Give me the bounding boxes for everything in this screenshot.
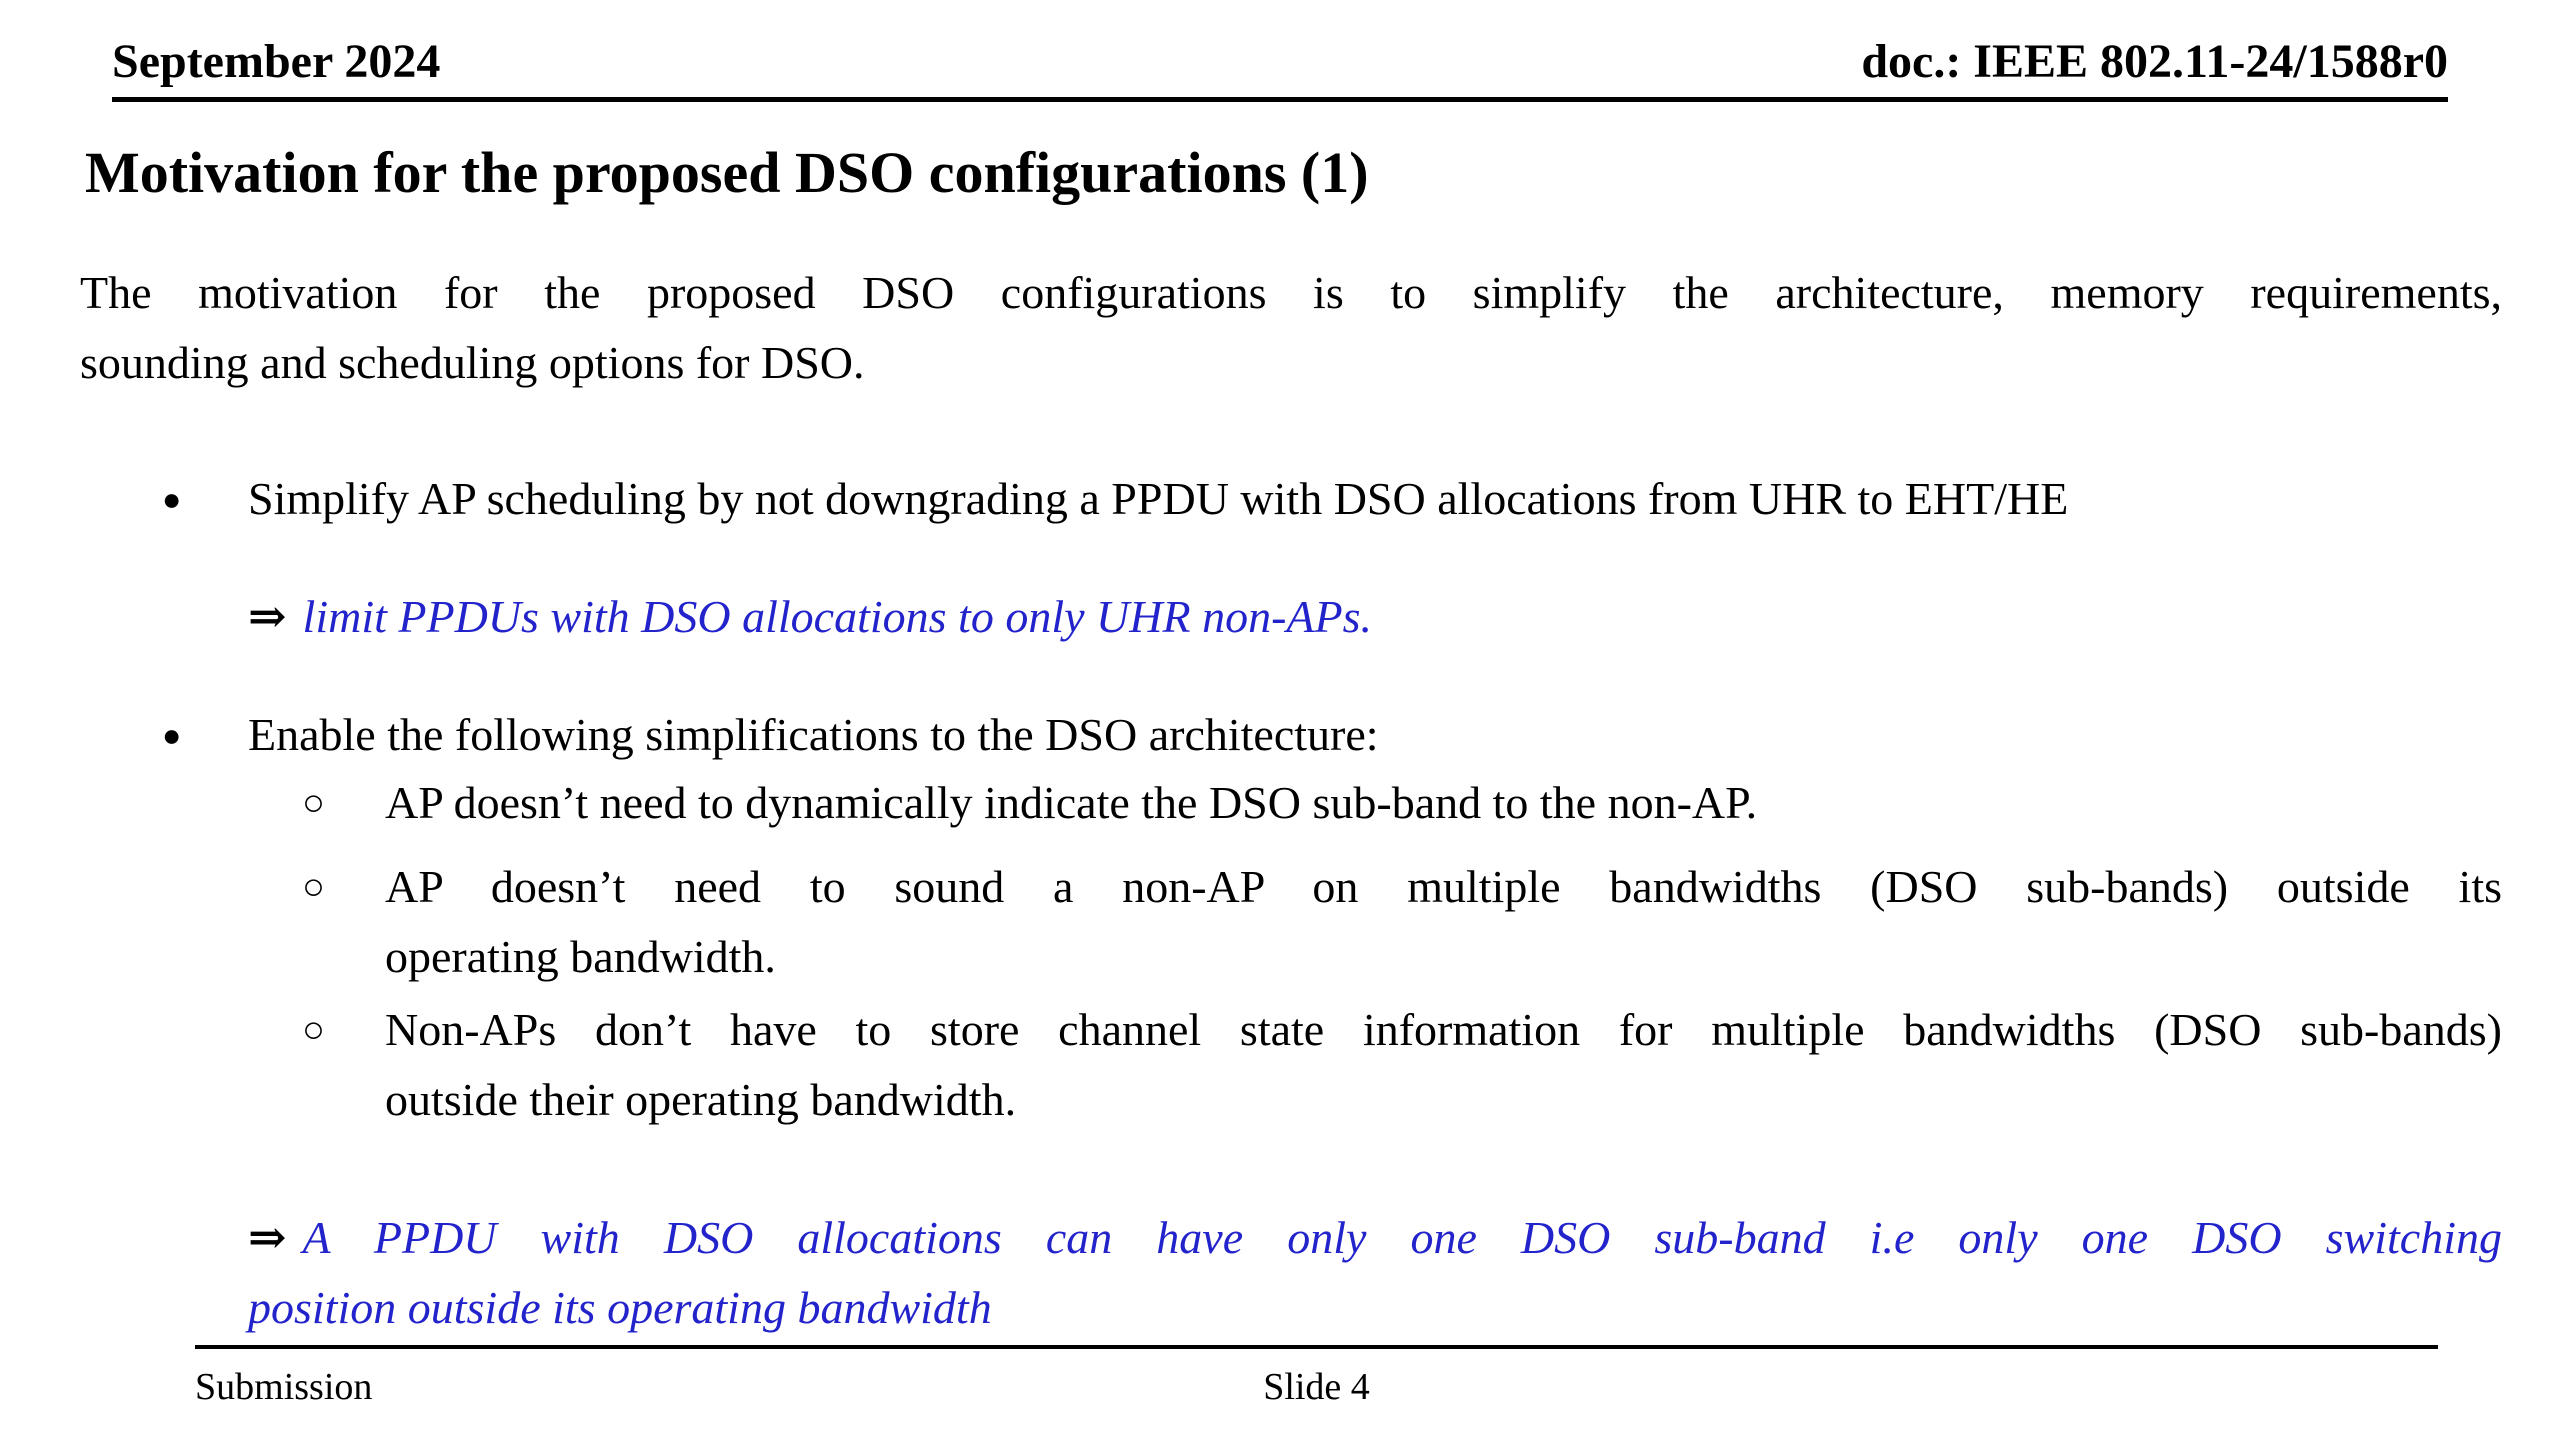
slide-title: Motivation for the proposed DSO configurations (1): [85, 140, 1369, 205]
implication-arrow-icon: ⇒: [248, 591, 287, 642]
sub-bullet-item-2: [80, 852, 2502, 992]
implication-1-text: limit PPDUs with DSO allocations to only UHR non-APs.: [302, 591, 1372, 642]
implication-1: [80, 582, 2502, 652]
sub-bullet-icon: ○: [302, 866, 325, 908]
intro-line-2: sounding and scheduling options for DSO.: [80, 337, 865, 388]
implication-2: [80, 1203, 2502, 1343]
implication-arrow-icon: ⇒: [248, 1212, 287, 1263]
slide-footer: [195, 1345, 2438, 1411]
intro-line-1: The motivation for the proposed DSO configurations is to simplify the architecture, memory requirements,: [80, 267, 2502, 318]
sub-bullet-3-line-1: Non-APs don’t have to store channel state information for multiple bandwidths (DSO sub-bands): [385, 1004, 2502, 1055]
sub-bullet-item-1: [80, 768, 2502, 838]
bullet-2-text: Enable the following simplifications to the DSO architecture:: [248, 709, 1379, 760]
sub-bullet-icon: ○: [302, 782, 325, 824]
sub-bullet-1-text: AP doesn’t need to dynamically indicate the DSO sub-band to the non-AP.: [385, 777, 1758, 828]
footer-submission-label: Submission: [195, 1366, 373, 1408]
header-date: September 2024: [112, 35, 441, 88]
implication-2-line-2: position outside its operating bandwidth: [248, 1282, 992, 1333]
bullet-item-1: [80, 464, 2502, 534]
sub-bullet-item-3: [80, 995, 2502, 1135]
bullet-icon: ●: [162, 481, 182, 517]
sub-bullet-2-line-2: operating bandwidth.: [385, 931, 776, 982]
sub-bullet-icon: ○: [302, 1009, 325, 1051]
sub-bullet-2-line-1: AP doesn’t need to sound a non-AP on multiple bandwidths (DSO sub-bands) outside its: [385, 861, 2502, 912]
bullet-icon: ●: [162, 717, 182, 753]
implication-2-line-1: A PPDU with DSO allocations can have only one DSO sub-band i.e only one DSO switching: [302, 1212, 2502, 1263]
bullet-1-text: Simplify AP scheduling by not downgrading a PPDU with DSO allocations from UHR to EHT/HE: [248, 473, 2069, 524]
slide-header: [112, 0, 2448, 102]
sub-bullet-3-line-2: outside their operating bandwidth.: [385, 1074, 1017, 1125]
intro-paragraph: [80, 258, 2502, 398]
bullet-item-2: [80, 700, 2502, 770]
header-doc-number: doc.: IEEE 802.11-24/1588r0: [1861, 35, 2448, 88]
slide-number: Slide 4: [1263, 1366, 1370, 1408]
